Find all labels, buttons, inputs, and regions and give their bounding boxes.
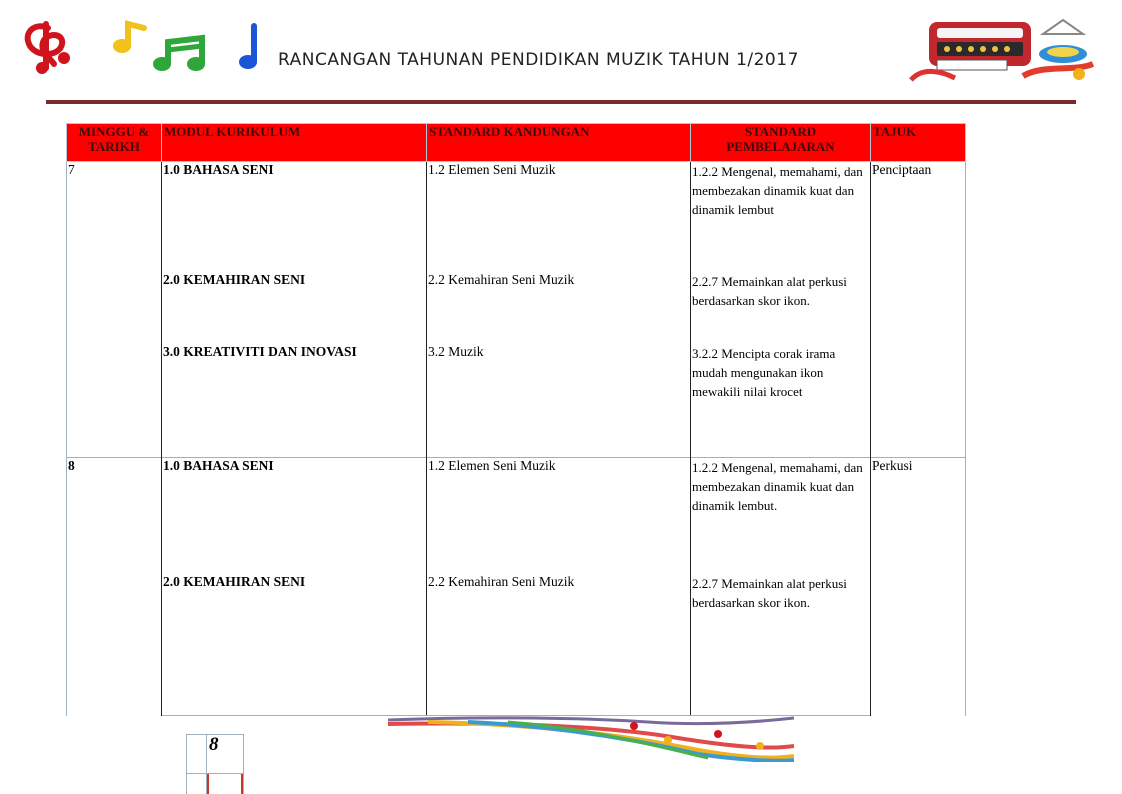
table-row [67, 574, 966, 716]
header-kandungan: STANDARD KANDUNGAN [427, 124, 691, 162]
kandungan-cell: 1.2 Elemen Seni Muzik [427, 162, 691, 272]
kandungan-cell: 1.2 Elemen Seni Muzik [427, 458, 691, 574]
week-number: 8 [67, 458, 162, 716]
music-instruments-image [903, 16, 1101, 84]
header-pembelajaran: STANDARD PEMBELAJARAN [691, 124, 871, 162]
tajuk-cell: Penciptaan [871, 162, 966, 458]
page-number: 8 [209, 734, 219, 755]
modul-cell: 3.0 KREATIVITI DAN INOVASI [162, 344, 427, 458]
music-notes-logo [16, 18, 261, 76]
table-row [67, 162, 966, 272]
table-row [67, 344, 966, 458]
header-modul: MODUL KURIKULUM [162, 124, 427, 162]
kandungan-cell: 3.2 Muzik [427, 344, 691, 458]
modul-cell: 1.0 BAHASA SENI [162, 162, 427, 272]
table-row [67, 272, 966, 344]
week-number: 7 [67, 162, 162, 458]
music-wave-decoration [388, 716, 794, 762]
pembelajaran-cell: 1.2.2 Mengenal, memahami, dan membezakan dinamik kuat dan dinamik lembut [691, 162, 871, 272]
page-title: RANCANGAN TAHUNAN PENDIDIKAN MUZIK TAHUN 1/2017 [278, 50, 799, 70]
tajuk-cell: Perkusi [871, 458, 966, 716]
header-divider [46, 100, 1076, 104]
table-row [67, 458, 966, 574]
modul-cell: 1.0 BAHASA SENI [162, 458, 427, 574]
pembelajaran-cell: 1.2.2 Mengenal, memahami, dan membezakan dinamik kuat dan dinamik lembut. [691, 458, 871, 574]
modul-cell: 2.0 KEMAHIRAN SENI [162, 574, 427, 716]
annual-plan-table [66, 123, 966, 716]
modul-cell: 2.0 KEMAHIRAN SENI [162, 272, 427, 344]
pembelajaran-cell: 3.2.2 Mencipta corak irama mudah mengunakan ikon mewakili nilai krocet [691, 344, 871, 458]
kandungan-cell: 2.2 Kemahiran Seni Muzik [427, 272, 691, 344]
header-tajuk: TAJUK [871, 124, 966, 162]
kandungan-cell: 2.2 Kemahiran Seni Muzik [427, 574, 691, 716]
header-minggu: MINGGU & TARIKH [67, 124, 162, 162]
pembelajaran-cell: 2.2.7 Memainkan alat perkusi berdasarkan skor ikon. [691, 272, 871, 344]
pembelajaran-cell: 2.2.7 Memainkan alat perkusi berdasarkan skor ikon. [691, 574, 871, 716]
table-header-row [67, 124, 966, 162]
